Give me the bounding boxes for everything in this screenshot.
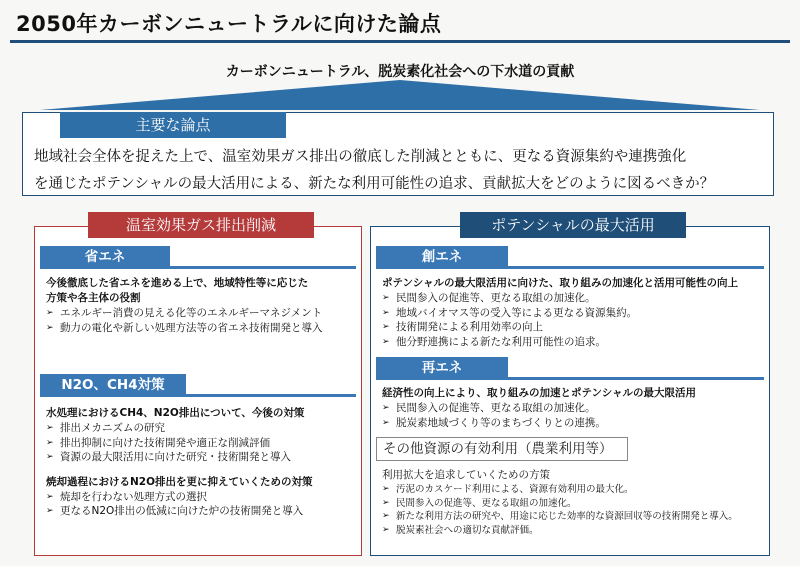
energy-creation-label: 創エネ [376,246,508,268]
list-item: ➢ 排出メカニズムの研究 [46,421,356,436]
energy-creation-bar [376,266,764,269]
n2o-ch4-lead-1: 水処理におけるCH4、N2O排出について、今後の対策 [46,407,305,419]
list-item: ➢ 脱炭素社会への適切な貢献評価。 [382,524,762,538]
list-item: ➢ 脱炭素地域づくり等のまちづくりとの連携。 [382,416,764,431]
list-item: ➢ 更なるN2O排出の低減に向けた炉の技術開発と導入 [46,504,356,519]
energy-saving-body [46,276,356,335]
main-issue-line-1: 地域社会全体を捉えた上で、温室効果ガス排出の徹底した削減とともに、更なる資源集約や連携強化 [34,149,687,165]
energy-creation-list [382,291,764,349]
list-item: ➢ 他分野連携による新たな利用可能性の追求。 [382,335,764,350]
renewable-label: 再エネ [376,357,508,379]
list-item: ➢ 民間参入の促進等、更なる取組の加速化。 [382,291,764,306]
renewable-bar [376,377,764,380]
roof-arrow-shape [40,78,760,112]
page-subtitle: カーボンニュートラル、脱炭素化社会への下水道の貢献 [225,64,575,80]
renewable-lead: 経済性の向上により、取り組みの加速とポテンシャルの最大限活用 [382,387,697,399]
n2o-ch4-list-2 [46,490,356,519]
main-issue-label: 主要な論点 [60,112,286,138]
energy-creation-lead: ポテンシャルの最大限活用に向けた、取り組みの加速化と活用可能性の向上 [382,277,739,289]
n2o-ch4-body [46,406,356,519]
n2o-ch4-lead-2: 焼却過程におけるN2O排出を更に抑えていくための対策 [46,475,313,488]
list-item: ➢ 新たな利用方法の研究や、用途に応じた効率的な資源回収等の技術開発と導入。 [382,510,762,524]
energy-saving-lead-1: 今後徹底した省エネを進める上で、地域特性等に応じた [46,277,309,289]
right-panel-title: ポテンシャルの最大活用 [460,212,686,238]
n2o-ch4-label: N2O、CH4対策 [40,374,186,396]
energy-saving-bar [40,266,356,269]
n2o-ch4-bar [40,394,356,397]
list-item: ➢ 動力の電化や新しい処理方法等の省エネ技術開発と導入 [46,321,356,336]
main-issue-line-2: を通じたポテンシャルの最大活用による、新たな利用可能性の追求、貢献拡大をどのように図るべきか？ [34,176,715,192]
other-resources-list [382,483,762,537]
list-item: ➢ 汚泥のカスケード利用による、資源有効利用の最大化。 [382,483,762,497]
left-panel-title: 温室効果ガス排出削減 [88,212,314,238]
list-item: ➢ エネルギー消費の見える化等のエネルギーマネジメント [46,306,356,321]
list-item: ➢ 資源の最大限活用に向けた研究・技術開発と導入 [46,450,356,465]
list-item: ➢ 排出抑制に向けた技術開発や適正な削減評価 [46,436,356,451]
other-resources-lead: 利用拡大を追求していくための方策 [382,469,550,481]
list-item: ➢ 民間参入の促進等、更なる取組の加速化。 [382,401,764,416]
energy-saving-label: 省エネ [40,246,170,268]
renewable-list [382,401,764,430]
title-underline [10,40,790,43]
other-resources-label: その他資源の有効利用（農業利用等） [376,437,628,461]
list-item: ➢ 技術開発による利用効率の向上 [382,320,764,335]
list-item: ➢ 地域バイオマス等の受入等による更なる資源集約。 [382,306,764,321]
list-item: ➢ 焼却を行わない処理方式の選択 [46,490,356,505]
energy-saving-lead-2: 方策や各主体の役割 [46,292,141,304]
energy-saving-list [46,306,356,335]
list-item: ➢ 民間参入の促進等、更なる取組の加速化。 [382,497,762,511]
main-issue-text [34,144,774,198]
page-title: 2050年カーボンニュートラルに向けた論点 [16,12,442,36]
energy-creation-body [382,276,764,349]
other-resources-body [382,468,762,537]
renewable-body [382,386,764,430]
n2o-ch4-list-1 [46,421,356,465]
